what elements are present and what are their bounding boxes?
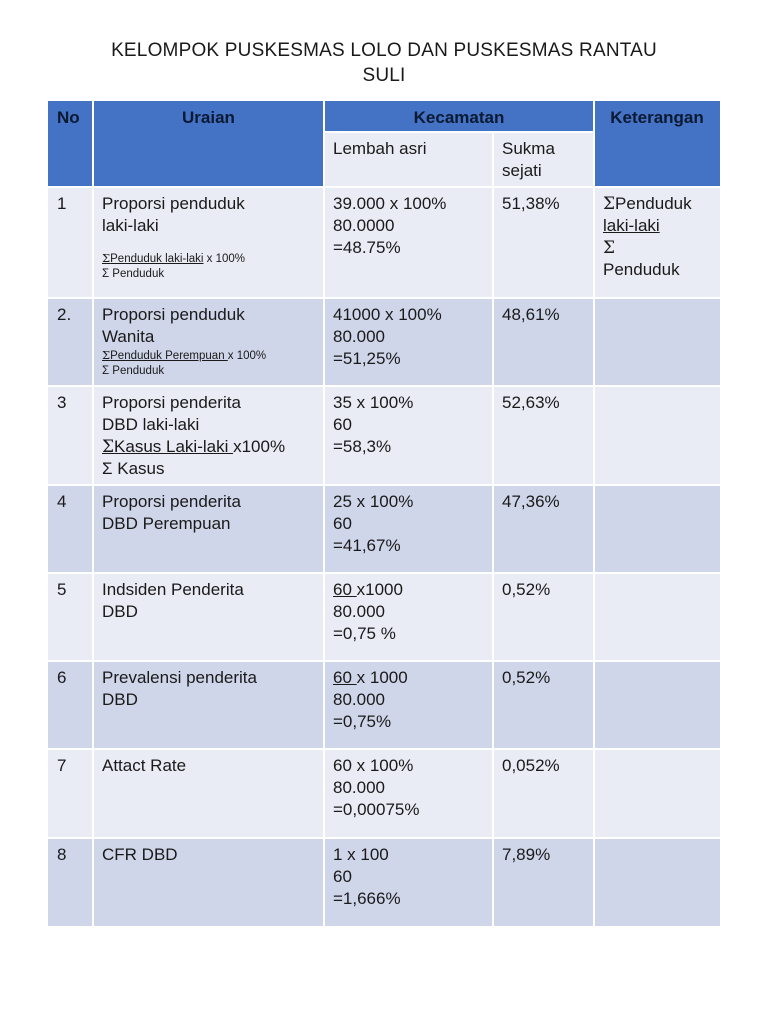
title-line-1: KELOMPOK PUSKESMAS LOLO DAN PUSKESMAS RANTAU <box>111 40 657 61</box>
header-lembah-asri-label: Lembah asri <box>333 139 427 158</box>
row-keterangan-line <box>603 193 711 215</box>
row-formula-numerator <box>102 348 315 364</box>
table-cell-suk <box>493 386 594 485</box>
row-lembah-line: 60 <box>333 514 352 533</box>
table-cell-ur <box>93 485 324 573</box>
row-formula-numerator-text: Penduduk laki-laki <box>110 253 204 265</box>
row-lembah-line: 60 <box>333 867 352 886</box>
row-lembah-line: 60 <box>333 415 352 434</box>
header-uraian <box>93 101 324 187</box>
table-cell-suk <box>493 187 594 298</box>
table-cell-no <box>48 661 93 749</box>
row-lembah-line: 80.000 <box>333 690 385 709</box>
col-divider <box>593 101 595 926</box>
row-description-line: Proporsi penduduk <box>102 305 245 324</box>
sigma-symbol: Σ <box>102 251 111 265</box>
col-divider <box>323 101 325 926</box>
table-cell-ur <box>93 749 324 838</box>
table-cell-ket <box>594 573 720 661</box>
row-lembah-line: 41000 x 100% <box>333 305 442 324</box>
row-description-line: Proporsi penderita <box>102 393 241 412</box>
table-cell-no <box>48 573 93 661</box>
row-number: 1 <box>57 194 67 213</box>
row-formula-numerator-text: Kasus Laki-laki <box>114 437 234 456</box>
row-formula-denominator: Σ Kasus <box>102 459 165 478</box>
row-divider <box>48 572 720 574</box>
row-formula-numerator <box>102 436 315 458</box>
table-cell-ket <box>594 187 720 298</box>
row-lembah-line: 80.000 <box>333 602 385 621</box>
row-lembah-line: 35 x 100% <box>333 393 414 412</box>
row-keterangan-text: Penduduk <box>615 194 692 213</box>
table-cell-ur <box>93 386 324 485</box>
table-cell-ur <box>93 187 324 298</box>
table-cell-suk <box>493 838 594 926</box>
row-lembah-underlined: 60 <box>333 668 357 687</box>
row-lembah-tail: x1000 <box>356 580 403 599</box>
table-cell-suk <box>493 749 594 838</box>
table-cell-lem <box>324 838 493 926</box>
row-sukma-value: 51,38% <box>502 194 560 213</box>
header-keterangan <box>594 101 720 187</box>
table-cell-no <box>48 187 93 298</box>
row-keterangan-line: Penduduk <box>603 260 680 279</box>
sigma-symbol: Σ <box>102 348 111 362</box>
row-sukma-value: 52,63% <box>502 393 560 412</box>
row-divider <box>48 385 720 387</box>
row-lembah-line: 80.000 <box>333 327 385 346</box>
row-description-line: laki-laki <box>102 216 159 235</box>
row-number: 5 <box>57 580 67 599</box>
header-no-label: No <box>57 108 80 127</box>
row-description-line: Proporsi penderita <box>102 492 241 511</box>
row-lembah-tail: x 1000 <box>356 668 408 687</box>
sigma-symbol: Σ <box>603 194 616 214</box>
row-divider <box>48 837 720 839</box>
row-formula-numerator-text: Penduduk Perempuan <box>110 350 228 362</box>
table-cell-suk <box>493 661 594 749</box>
row-formula-numerator <box>102 251 315 267</box>
table-cell-suk <box>493 298 594 386</box>
header-keterangan-label: Keterangan <box>610 108 704 127</box>
table-cell-ur <box>93 298 324 386</box>
row-lembah-line: 80.000 <box>333 778 385 797</box>
row-lembah-line: 1 x 100 <box>333 845 389 864</box>
header-sukma-label-1: Sukma <box>502 139 555 158</box>
col-divider <box>92 101 94 926</box>
sigma-symbol: Σ <box>603 238 616 258</box>
row-divider <box>48 186 720 188</box>
row-formula-numerator-tail: x 100% <box>227 350 267 362</box>
row-lembah-underlined: 60 <box>333 580 357 599</box>
header-lembah-asri <box>324 132 493 187</box>
table-cell-ket <box>594 661 720 749</box>
table-cell-lem <box>324 187 493 298</box>
table-cell-ur <box>93 573 324 661</box>
row-lembah-line: =41,67% <box>333 536 401 555</box>
header-uraian-label: Uraian <box>182 108 235 127</box>
row-formula-denominator: Σ Penduduk <box>102 268 165 280</box>
table-cell-no <box>48 485 93 573</box>
table-cell-ket <box>594 838 720 926</box>
row-keterangan-line: laki-laki <box>603 216 660 235</box>
row-lembah-line: =0,75 % <box>333 624 396 643</box>
row-lembah-line: =0,00075% <box>333 800 420 819</box>
data-table <box>48 101 720 926</box>
header-kecamatan <box>324 101 594 132</box>
row-sukma-value: 7,89% <box>502 845 551 864</box>
table-cell-ur <box>93 661 324 749</box>
row-lembah-line: =1,666% <box>333 889 401 908</box>
row-lembah-line: =58,3% <box>333 437 392 456</box>
table-cell-lem <box>324 298 493 386</box>
row-number: 7 <box>57 756 67 775</box>
table-cell-ur <box>93 838 324 926</box>
row-number: 4 <box>57 492 67 511</box>
row-lembah-line: 25 x 100% <box>333 492 414 511</box>
row-description-line: DBD <box>102 690 138 709</box>
row-lembah-first-line <box>333 579 484 601</box>
document-title <box>0 38 768 88</box>
row-description-line: Proporsi penduduk <box>102 194 245 213</box>
table-cell-no <box>48 386 93 485</box>
row-description-line: Prevalensi penderita <box>102 668 257 687</box>
row-sukma-value: 47,36% <box>502 492 560 511</box>
row-lembah-line: =0,75% <box>333 712 392 731</box>
row-divider <box>48 484 720 486</box>
row-lembah-line: =48.75% <box>333 238 401 257</box>
row-description-line: DBD laki-laki <box>102 415 200 434</box>
row-description-line: Wanita <box>102 327 155 346</box>
col-divider <box>492 132 494 926</box>
row-description-line: DBD <box>102 602 138 621</box>
row-formula-numerator-tail: x100% <box>233 437 286 456</box>
row-lembah-line: 39.000 x 100% <box>333 194 447 213</box>
row-lembah-line: =51,25% <box>333 349 401 368</box>
table-cell-suk <box>493 485 594 573</box>
sigma-symbol: Σ <box>102 437 115 457</box>
row-sukma-value: 48,61% <box>502 305 560 324</box>
table-cell-lem <box>324 749 493 838</box>
table-cell-ket <box>594 298 720 386</box>
header-kecamatan-label: Kecamatan <box>413 108 505 127</box>
header-no <box>48 101 93 187</box>
row-description-line: DBD Perempuan <box>102 514 231 533</box>
table-cell-no <box>48 838 93 926</box>
title-line-2: SULI <box>362 65 406 86</box>
table-cell-suk <box>493 573 594 661</box>
row-description-line: CFR DBD <box>102 845 178 864</box>
row-divider <box>48 660 720 662</box>
table-cell-ket <box>594 386 720 485</box>
table-cell-ket <box>594 749 720 838</box>
row-number: 3 <box>57 393 67 412</box>
table-cell-lem <box>324 661 493 749</box>
row-lembah-line: 80.0000 <box>333 216 395 235</box>
row-divider <box>48 297 720 299</box>
row-divider <box>324 131 594 133</box>
row-sukma-value: 0,52% <box>502 668 551 687</box>
row-lembah-first-line <box>333 667 484 689</box>
row-sukma-value: 0,52% <box>502 580 551 599</box>
row-number: 6 <box>57 668 67 687</box>
row-sukma-value: 0,052% <box>502 756 560 775</box>
row-lembah-line: 60 x 100% <box>333 756 414 775</box>
table-cell-ket <box>594 485 720 573</box>
table-cell-lem <box>324 573 493 661</box>
row-number: 2. <box>57 305 72 324</box>
row-description-line: Indsiden Penderita <box>102 580 244 599</box>
row-divider <box>48 748 720 750</box>
table-cell-lem <box>324 386 493 485</box>
header-sukma-label-2: sejati <box>502 161 542 180</box>
header-sukma-sejati <box>493 132 594 187</box>
row-description-line: Attact Rate <box>102 756 187 775</box>
row-formula-numerator-tail: x 100% <box>203 253 246 265</box>
row-formula-denominator: Σ Penduduk <box>102 365 165 377</box>
row-number: 8 <box>57 845 67 864</box>
table-cell-no <box>48 298 93 386</box>
table-cell-no <box>48 749 93 838</box>
table-cell-lem <box>324 485 493 573</box>
